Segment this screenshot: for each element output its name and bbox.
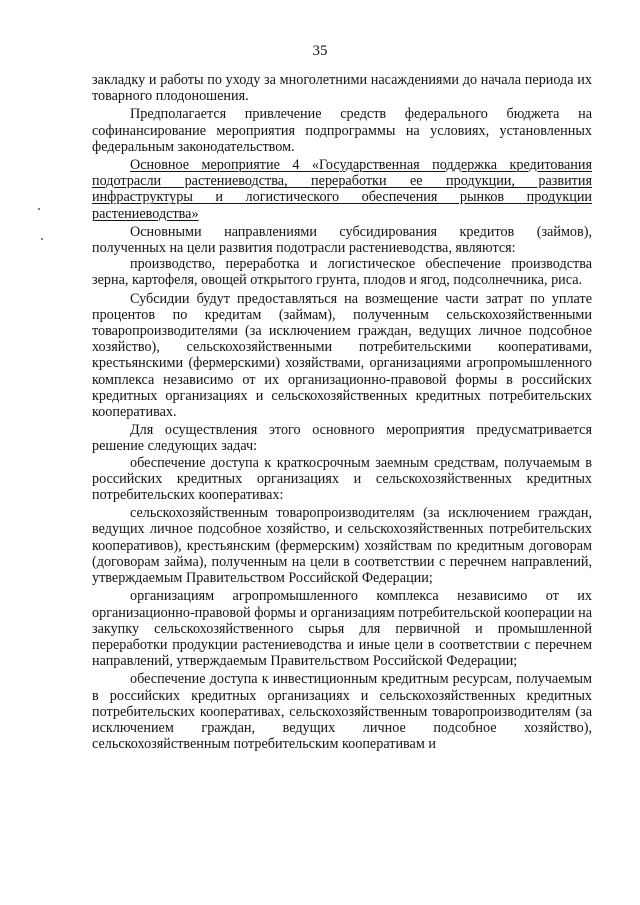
paragraph: Субсидии будут предоставляться на возмещение части затрат по уплате процентов по кредитам (займам), полученным сельскохозяйственными товаропроизводителями (за исключением граждан, ведущих личное подсобное хозяйство), сельскохозяйственными потребительскими кооперативами, крестьянскими (фермерскими) хозяйствами, организациями агропромышленного комплекса независимо от их организационно-правовой формы в российских кредитных организациях и сельскохозяйственных кредитных потребительских кооперативах. bbox=[92, 290, 592, 421]
paragraph: организациям агропромышленного комплекса независимо от их организационно-правовой формы и организациям потребительской кооперации на закупку сельскохозяйственного сырья для первичной и промышленной переработки продукции растениеводства и иные цели в соответствии с перечнем направлений, утверждаемым Правительством Российской Федерации; bbox=[92, 588, 592, 670]
paragraph: производство, переработка и логистическое обеспечение производства зерна, картофеля, овощей открытого грунта, плодов и ягод, подсолнечника, риса. bbox=[92, 256, 592, 289]
paragraph: обеспечение доступа к инвестиционным кредитным ресурсам, получаемым в российских кредитных организациях и сельскохозяйственных кредитных потребительских кооперативах, сельскохозяйственным товаропроизводителям (за исключением граждан, ведущих личное подсобное хозяйство), сельскохозяйственным потребительским кооперативам и bbox=[92, 671, 592, 753]
page-number: 35 bbox=[312, 43, 328, 59]
scan-speck bbox=[41, 238, 43, 240]
paragraph: Основными направлениями субсидирования кредитов (займов), полученных на цели развития подотрасли растениеводства, являются: bbox=[92, 223, 592, 257]
paragraph: Для осуществления этого основного мероприятия предусматривается решение следующих задач: bbox=[92, 422, 592, 455]
paragraph: Предполагается привлечение средств федерального бюджета на софинансирование мероприятия подпрограммы на условиях, установленных федеральным законодательством. bbox=[92, 106, 592, 155]
paragraph: обеспечение доступа к краткосрочным заемным средствам, получаемым в российских кредитных организациях и сельскохозяйственных кредитных потребительских кооперативах: bbox=[92, 454, 592, 504]
paragraph: сельскохозяйственным товаропроизводителям (за исключением граждан, ведущих личное подсобное хозяйство, и сельскохозяйственных потребительских кооперативов), крестьянским (фермерским) хозяйствам по кредитным договорам (договорам займа), полученным на цели в соответствии с перечнем направлений, утверждаемым Правительством Российской Федерации; bbox=[92, 505, 592, 587]
document-body bbox=[92, 72, 592, 752]
paragraph: закладку и работы по уходу за многолетними насаждениями до начала периода их товарного плодоношения. bbox=[92, 72, 592, 105]
scan-speck bbox=[38, 208, 40, 210]
section-heading: Основное мероприятие 4 «Государственная поддержка кредитования подотрасли растениеводства, переработки ее продукции, развития инфраструктуры и логистического обеспечения рынков продукции растениеводства» bbox=[92, 157, 592, 222]
